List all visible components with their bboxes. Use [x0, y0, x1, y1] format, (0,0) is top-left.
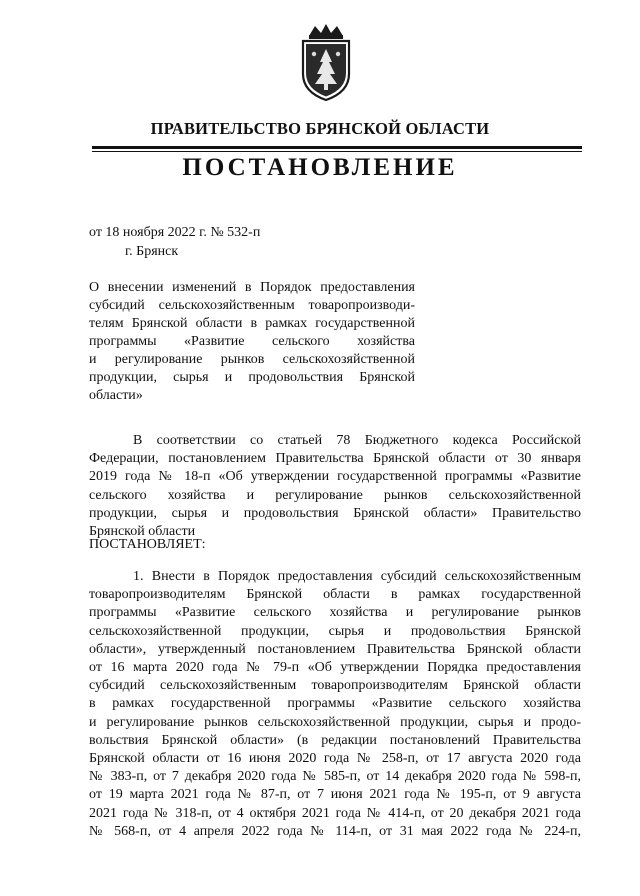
- subject-line: О внесении изменений в Порядок предоставления: [89, 280, 415, 295]
- header-divider-thin: [92, 151, 582, 152]
- item-line: субсидий сельскохозяйственным товаропроизводителям Брянской области: [89, 678, 581, 694]
- document-meta: [89, 223, 260, 261]
- preamble-line: В соответствии со статьей 78 Бюджетного кодекса Российской: [133, 433, 581, 448]
- subject-line: продукции, сырья и продовольствия Брянской: [89, 370, 415, 385]
- item-line: от 16 марта 2020 года № 79-п «Об утверждении Порядка предоставления: [89, 660, 581, 676]
- item-line: и регулирование рынков сельскохозяйственной продукции, сырья и продо-: [89, 714, 581, 730]
- header-divider-thick: [92, 146, 582, 149]
- government-name: ПРАВИТЕЛЬСТВО БРЯНСКОЙ ОБЛАСТИ: [150, 119, 490, 138]
- subject-line: области»: [89, 388, 143, 403]
- preamble-line: Федерации, постановлением Правительства Брянской области от 30 января: [89, 451, 581, 467]
- item-line: 2021 года № 318-п, от 4 октября 2021 года № 414-п, от 20 декабря 2021 года: [89, 805, 581, 821]
- item-line: 1. Внести в Порядок предоставления субсидий сельскохозяйственным: [133, 569, 581, 584]
- document-subject: [89, 279, 415, 405]
- coat-of-arms-icon: [295, 22, 357, 102]
- item-line: Брянской области от 16 июня 2020 года № 258-п, от 17 августа 2020 года: [89, 751, 581, 767]
- subject-line: и регулирование рынков сельскохозяйственной: [89, 352, 415, 367]
- date-number: от 18 ноября 2022 г. № 532-п: [89, 225, 261, 240]
- item-line: № 383-п, от 7 декабря 2020 года № 585-п, от 14 декабря 2020 года № 598-п,: [89, 769, 581, 785]
- preamble-line: сельского хозяйства и регулирование рынков сельскохозяйственной: [89, 487, 581, 503]
- item-line: области», утвержденный постановлением Правительства Брянской области: [89, 641, 581, 657]
- item-line: в рамках государственной программы «Развитие сельского хозяйства: [89, 696, 581, 712]
- city: г. Брянск: [125, 244, 179, 259]
- item-1-paragraph: [89, 568, 581, 841]
- preamble-line: продукции, сырья и продовольствия Брянской области» Правительство: [89, 505, 581, 521]
- item-line: товаропроизводителям Брянской области в рамках государственной: [89, 587, 581, 603]
- preamble-line: Брянской области: [89, 524, 196, 540]
- item-line: № 568-п, от 4 апреля 2022 года № 114-п, от 31 мая 2022 года № 224-п,: [89, 823, 581, 839]
- item-line: сельскохозяйственной продукции, сырья и продовольствия Брянской: [89, 623, 581, 639]
- item-line: от 19 марта 2021 года № 87-п, от 7 июня 2021 года № 195-п, от 9 августа: [89, 787, 581, 803]
- resolves-heading: ПОСТАНОВЛЯЕТ:: [89, 537, 206, 552]
- item-line: программы «Развитие сельского хозяйства и регулирование рынков: [89, 605, 581, 621]
- preamble-paragraph: [89, 432, 581, 541]
- preamble-line: 2019 года № 18-п «Об утверждении государственной программы «Развитие: [89, 469, 581, 485]
- subject-line: субсидий сельскохозяйственным товаропроизводи-: [89, 298, 415, 313]
- item-line: вольствия Брянской области» (в редакции постановлений Правительства: [89, 732, 581, 748]
- subject-line: телям Брянской области в рамках государственной: [89, 316, 415, 331]
- subject-line: программы «Развитие сельского хозяйства: [89, 334, 415, 349]
- document-type-title: ПОСТАНОВЛЕНИЕ: [182, 154, 458, 181]
